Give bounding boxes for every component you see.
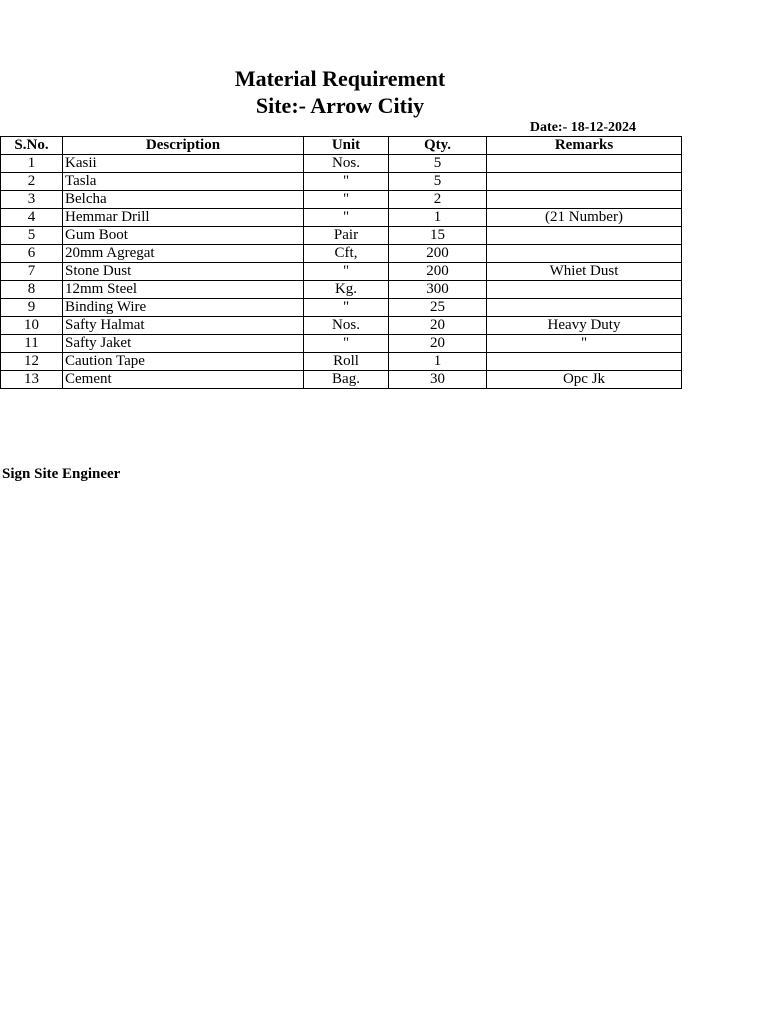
cell-remarks: Heavy Duty — [487, 317, 682, 335]
material-table — [0, 136, 682, 389]
cell-unit: Nos. — [304, 317, 389, 335]
cell-remarks — [487, 155, 682, 173]
table-row — [1, 263, 682, 281]
cell-qty: 15 — [389, 227, 487, 245]
cell-description: Tasla — [63, 173, 304, 191]
table-row — [1, 353, 682, 371]
cell-qty: 5 — [389, 173, 487, 191]
cell-remarks — [487, 245, 682, 263]
cell-description: Binding Wire — [63, 299, 304, 317]
cell-description: Cement — [63, 371, 304, 389]
column-header-sno: S.No. — [1, 137, 63, 155]
cell-sno: 12 — [1, 353, 63, 371]
signature-label: Sign Site Engineer — [2, 466, 121, 482]
table-row — [1, 209, 682, 227]
cell-remarks — [487, 353, 682, 371]
cell-unit: " — [304, 191, 389, 209]
cell-remarks: Whiet Dust — [487, 263, 682, 281]
cell-description: Belcha — [63, 191, 304, 209]
table-row — [1, 281, 682, 299]
cell-unit: Roll — [304, 353, 389, 371]
cell-description: Stone Dust — [63, 263, 304, 281]
cell-remarks: Opc Jk — [487, 371, 682, 389]
table-row — [1, 227, 682, 245]
table-row — [1, 335, 682, 353]
cell-sno: 1 — [1, 155, 63, 173]
cell-unit: " — [304, 299, 389, 317]
cell-qty: 200 — [389, 245, 487, 263]
column-header-qty: Qty. — [389, 137, 487, 155]
cell-qty: 1 — [389, 209, 487, 227]
cell-qty: 20 — [389, 335, 487, 353]
cell-sno: 11 — [1, 335, 63, 353]
cell-qty: 1 — [389, 353, 487, 371]
cell-sno: 10 — [1, 317, 63, 335]
cell-sno: 2 — [1, 173, 63, 191]
cell-sno: 13 — [1, 371, 63, 389]
cell-sno: 9 — [1, 299, 63, 317]
cell-unit: " — [304, 263, 389, 281]
cell-description: 12mm Steel — [63, 281, 304, 299]
cell-sno: 3 — [1, 191, 63, 209]
cell-description: Gum Boot — [63, 227, 304, 245]
cell-sno: 8 — [1, 281, 63, 299]
cell-description: Kasii — [63, 155, 304, 173]
cell-description: 20mm Agregat — [63, 245, 304, 263]
document-date: Date:- 18-12-2024 — [529, 120, 637, 135]
cell-unit: Nos. — [304, 155, 389, 173]
cell-remarks: " — [487, 335, 682, 353]
cell-sno: 7 — [1, 263, 63, 281]
document-title: Material Requirement — [234, 66, 446, 91]
cell-description: Hemmar Drill — [63, 209, 304, 227]
table-row — [1, 245, 682, 263]
cell-qty: 2 — [389, 191, 487, 209]
cell-unit: " — [304, 335, 389, 353]
table-row — [1, 371, 682, 389]
cell-qty: 300 — [389, 281, 487, 299]
cell-unit: Kg. — [304, 281, 389, 299]
cell-unit: " — [304, 209, 389, 227]
cell-sno: 4 — [1, 209, 63, 227]
cell-description: Safty Jaket — [63, 335, 304, 353]
cell-remarks — [487, 281, 682, 299]
cell-sno: 6 — [1, 245, 63, 263]
cell-qty: 5 — [389, 155, 487, 173]
column-header-unit: Unit — [304, 137, 389, 155]
cell-description: Caution Tape — [63, 353, 304, 371]
cell-remarks — [487, 173, 682, 191]
table-row — [1, 191, 682, 209]
table-row — [1, 299, 682, 317]
table-header-row — [1, 137, 682, 155]
cell-qty: 200 — [389, 263, 487, 281]
cell-unit: Bag. — [304, 371, 389, 389]
table-row — [1, 317, 682, 335]
cell-unit: " — [304, 173, 389, 191]
cell-qty: 20 — [389, 317, 487, 335]
table-row — [1, 173, 682, 191]
cell-remarks — [487, 191, 682, 209]
column-header-remarks: Remarks — [487, 137, 682, 155]
cell-description: Safty Halmat — [63, 317, 304, 335]
cell-remarks: (21 Number) — [487, 209, 682, 227]
site-name: Site:- Arrow Citiy — [255, 93, 425, 118]
table-row — [1, 155, 682, 173]
cell-remarks — [487, 227, 682, 245]
cell-qty: 25 — [389, 299, 487, 317]
cell-unit: Cft, — [304, 245, 389, 263]
column-header-description: Description — [63, 137, 304, 155]
cell-qty: 30 — [389, 371, 487, 389]
cell-unit: Pair — [304, 227, 389, 245]
cell-remarks — [487, 299, 682, 317]
cell-sno: 5 — [1, 227, 63, 245]
